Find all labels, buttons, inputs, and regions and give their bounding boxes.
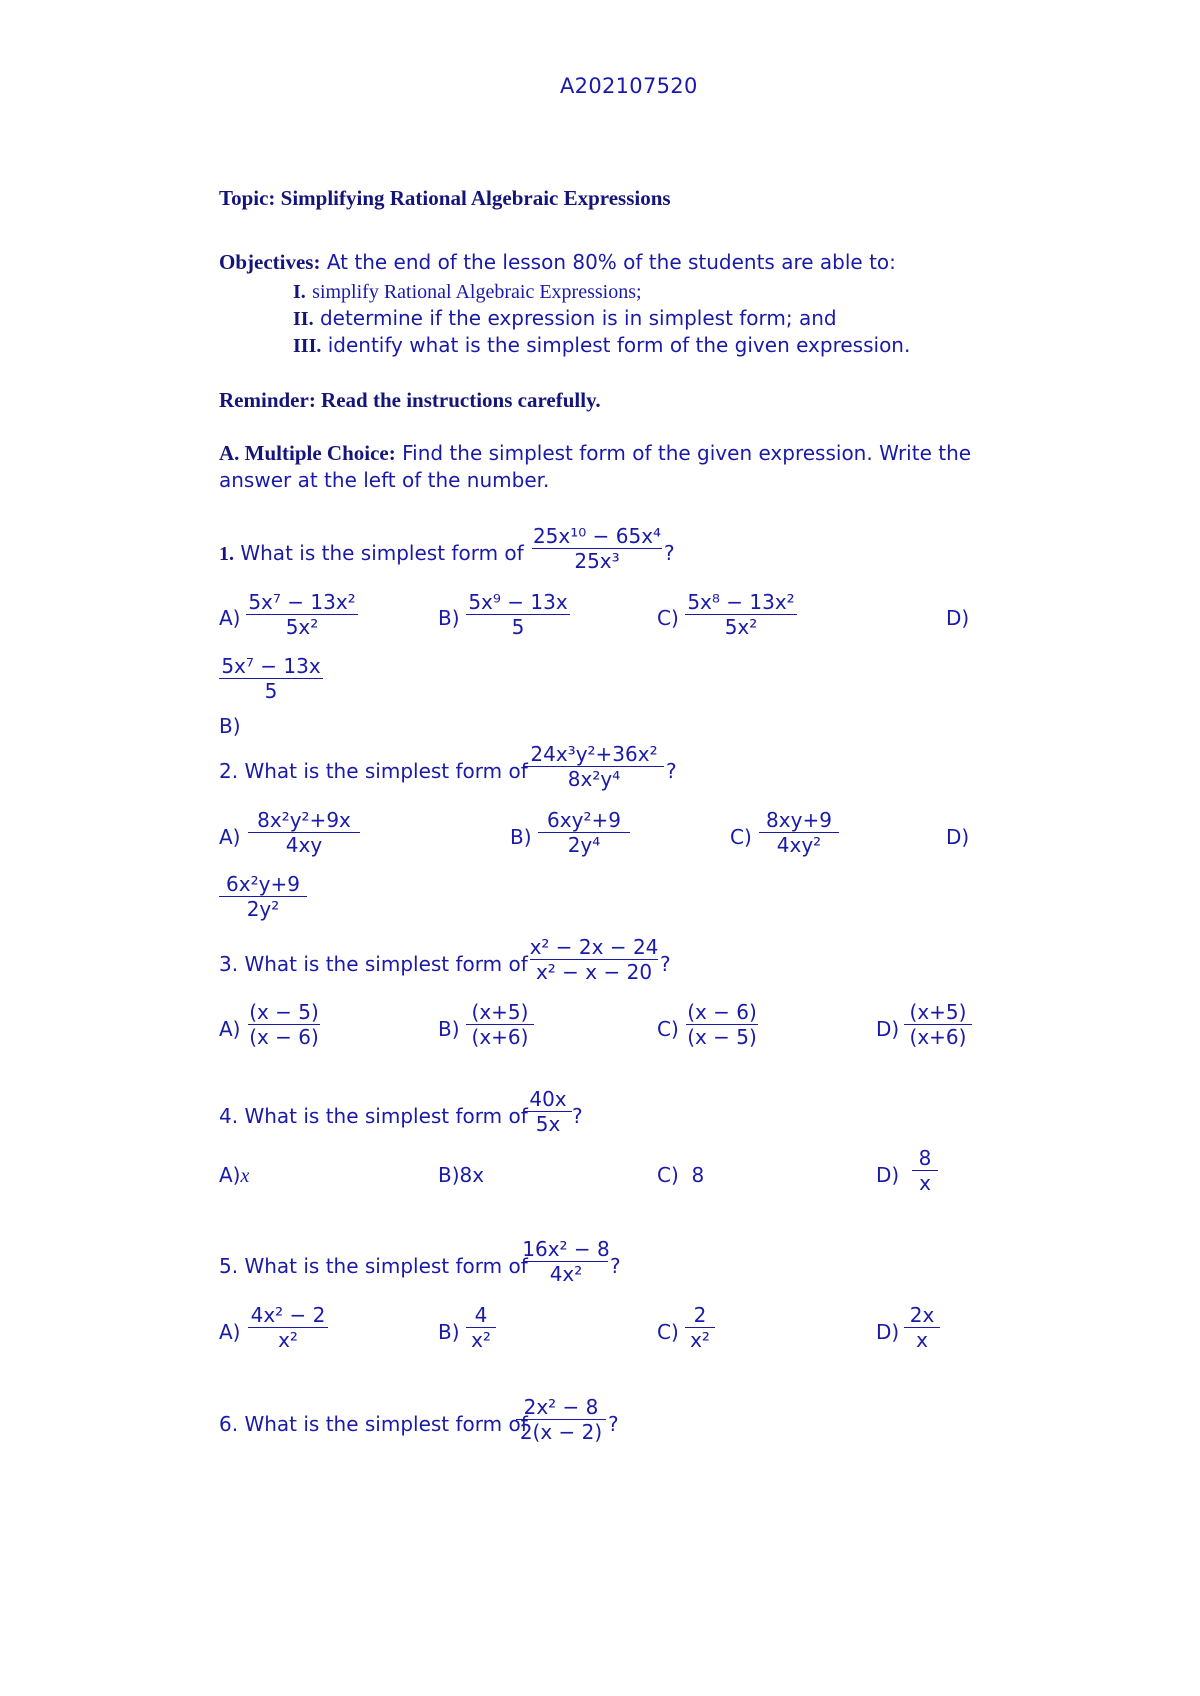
numerator: x² − 2x − 24 xyxy=(529,935,659,959)
numerator: 24x³y²+36x² xyxy=(530,742,658,766)
denominator: 2(x − 2) xyxy=(519,1420,603,1444)
objectives-intro: At the end of the lesson 80% of the students are able to: xyxy=(326,250,896,274)
choice-a xyxy=(219,1163,249,1188)
question-1-prompt xyxy=(219,541,524,566)
question-1-expression xyxy=(532,524,662,573)
objective-item-2 xyxy=(293,306,837,331)
choice-label: B) xyxy=(438,1163,460,1187)
question-4-prompt xyxy=(219,1104,528,1128)
choice-c-fraction xyxy=(759,808,839,857)
numerator: 8xy+9 xyxy=(766,808,832,832)
numerator: (x+5) xyxy=(471,1000,529,1024)
choice-b-fraction xyxy=(466,1303,496,1352)
numerator: 4 xyxy=(474,1303,488,1327)
numerator: 5x⁷ − 13x xyxy=(221,654,321,678)
choice-label: B) xyxy=(438,606,460,630)
choice-d-fraction xyxy=(904,1303,940,1352)
choice-a-fraction xyxy=(248,1000,320,1049)
question-text: What is the simplest form of xyxy=(244,952,528,976)
choice-label: B) xyxy=(510,825,532,849)
choice-value: x xyxy=(240,1165,250,1187)
denominator: 5x² xyxy=(285,615,319,639)
numerator: (x+5) xyxy=(909,1000,967,1024)
choice-b-fraction xyxy=(466,590,570,639)
denominator: 2y⁴ xyxy=(567,833,601,857)
choice-label: B) xyxy=(438,1320,460,1344)
question-mark: ? xyxy=(666,759,677,783)
objectives-line xyxy=(219,250,896,275)
question-5-expression xyxy=(524,1237,608,1286)
choice-a-fraction xyxy=(248,1303,328,1352)
question-text: What is the simplest form of xyxy=(240,541,524,565)
choice-label: B) xyxy=(438,1017,460,1041)
denominator: 5 xyxy=(511,615,525,639)
choice-label: D) xyxy=(946,825,970,849)
question-2-prompt xyxy=(219,759,528,783)
question-mark: ? xyxy=(610,1254,621,1278)
question-mark: ? xyxy=(660,952,671,976)
choice-d-fraction xyxy=(219,654,323,703)
instructions-line-1: Find the simplest form of the given expression. Write the xyxy=(402,441,972,465)
numerator: 6xy²+9 xyxy=(547,808,621,832)
question-mark: ? xyxy=(608,1412,619,1436)
choice-label: A) xyxy=(219,1320,241,1344)
question-number: 2. xyxy=(219,759,239,783)
denominator: x² xyxy=(471,1328,491,1352)
numerator: 5x⁸ − 13x² xyxy=(687,590,795,614)
denominator: 2y² xyxy=(246,897,280,921)
choice-d-fraction xyxy=(219,872,307,921)
choice-label: A) xyxy=(219,606,241,630)
topic-heading: Topic: Simplifying Rational Algebraic Expressions xyxy=(219,186,671,210)
question-mark: ? xyxy=(664,541,675,565)
numerator: 16x² − 8 xyxy=(522,1237,610,1261)
answer-mark: B) xyxy=(219,714,241,738)
numerator: 40x xyxy=(529,1087,567,1111)
choice-label: D) xyxy=(946,606,970,630)
objective-text: determine if the expression is in simplest form; and xyxy=(319,306,837,330)
choice-d-fraction xyxy=(912,1146,938,1195)
objective-num: III. xyxy=(293,335,322,357)
numerator: 5x⁷ − 13x² xyxy=(248,590,356,614)
denominator: 25x³ xyxy=(574,549,620,573)
choice-c xyxy=(657,1163,704,1187)
objective-item-3 xyxy=(293,333,910,358)
question-6-expression xyxy=(516,1395,606,1444)
question-3-expression xyxy=(530,935,658,984)
numerator: 4x² − 2 xyxy=(250,1303,326,1327)
document-code: A202107520 xyxy=(560,74,698,98)
numerator: 25x¹⁰ − 65x⁴ xyxy=(532,524,662,548)
section-a-label: A. Multiple Choice: xyxy=(219,441,396,465)
choice-b xyxy=(438,1163,484,1187)
question-text: What is the simplest form of xyxy=(244,1104,528,1128)
denominator: (x+6) xyxy=(471,1025,529,1049)
section-a-instructions xyxy=(219,441,971,466)
question-4-expression xyxy=(524,1087,572,1136)
choice-b-fraction xyxy=(538,808,630,857)
choice-a-fraction xyxy=(246,590,358,639)
question-number: 4. xyxy=(219,1104,239,1128)
question-text: What is the simplest form of xyxy=(244,1254,528,1278)
choice-value: 8x xyxy=(459,1163,485,1187)
numerator: 2x² − 8 xyxy=(523,1395,599,1419)
question-5-prompt xyxy=(219,1254,528,1278)
choice-value: 8 xyxy=(691,1163,705,1187)
denominator: 8x²y⁴ xyxy=(567,767,621,791)
numerator: 2 xyxy=(693,1303,707,1327)
numerator: (x − 5) xyxy=(249,1000,319,1024)
choice-c-fraction xyxy=(685,590,797,639)
objective-text: identify what is the simplest form of the given expression. xyxy=(327,333,911,357)
denominator: x xyxy=(916,1328,928,1352)
choice-label: A) xyxy=(219,1163,241,1187)
numerator: 2x xyxy=(909,1303,935,1327)
instructions-line-2: answer at the left of the number. xyxy=(219,468,550,492)
denominator: x xyxy=(919,1171,931,1195)
denominator: x² xyxy=(278,1328,298,1352)
choice-label: C) xyxy=(657,606,679,630)
objective-num: I. xyxy=(293,281,306,303)
denominator: 4xy² xyxy=(776,833,822,857)
choice-c-fraction xyxy=(686,1000,758,1049)
denominator: 5x xyxy=(535,1112,561,1136)
choice-label: D) xyxy=(876,1017,900,1041)
choice-a-fraction xyxy=(248,808,360,857)
question-mark: ? xyxy=(572,1104,583,1128)
choice-label: D) xyxy=(876,1163,900,1187)
choice-label: A) xyxy=(219,1017,241,1041)
choice-d-fraction xyxy=(904,1000,972,1049)
denominator: x² xyxy=(690,1328,710,1352)
denominator: (x − 5) xyxy=(687,1025,757,1049)
numerator: 8 xyxy=(918,1146,932,1170)
choice-label: D) xyxy=(876,1320,900,1344)
choice-label: C) xyxy=(657,1320,679,1344)
denominator: x² − x − 20 xyxy=(535,960,653,984)
numerator: 5x⁹ − 13x xyxy=(468,590,568,614)
choice-label: A) xyxy=(219,825,241,849)
numerator: 8x²y²+9x xyxy=(257,808,351,832)
denominator: 4x² xyxy=(549,1262,583,1286)
question-number: 5. xyxy=(219,1254,239,1278)
question-number: 1. xyxy=(219,543,234,565)
objective-item-1 xyxy=(293,279,642,304)
denominator: 5 xyxy=(264,679,278,703)
denominator: 4xy xyxy=(285,833,323,857)
numerator: (x − 6) xyxy=(687,1000,757,1024)
question-2-expression xyxy=(524,742,664,791)
choice-c-fraction xyxy=(685,1303,715,1352)
choice-label: C) xyxy=(657,1163,679,1187)
objective-text: simplify Rational Algebraic Expressions; xyxy=(312,281,642,303)
question-3-prompt xyxy=(219,952,528,976)
numerator: 6x²y+9 xyxy=(226,872,300,896)
question-text: What is the simplest form of xyxy=(244,1412,528,1436)
question-number: 3. xyxy=(219,952,239,976)
objective-num: II. xyxy=(293,308,314,330)
denominator: 5x² xyxy=(724,615,758,639)
reminder-text: Reminder: Read the instructions carefully. xyxy=(219,388,601,412)
choice-label: C) xyxy=(657,1017,679,1041)
question-text: What is the simplest form of xyxy=(244,759,528,783)
question-6-prompt xyxy=(219,1412,528,1436)
objectives-label: Objectives: xyxy=(219,250,321,274)
denominator: (x − 6) xyxy=(249,1025,319,1049)
question-number: 6. xyxy=(219,1412,239,1436)
denominator: (x+6) xyxy=(909,1025,967,1049)
choice-b-fraction xyxy=(466,1000,534,1049)
choice-label: C) xyxy=(730,825,752,849)
